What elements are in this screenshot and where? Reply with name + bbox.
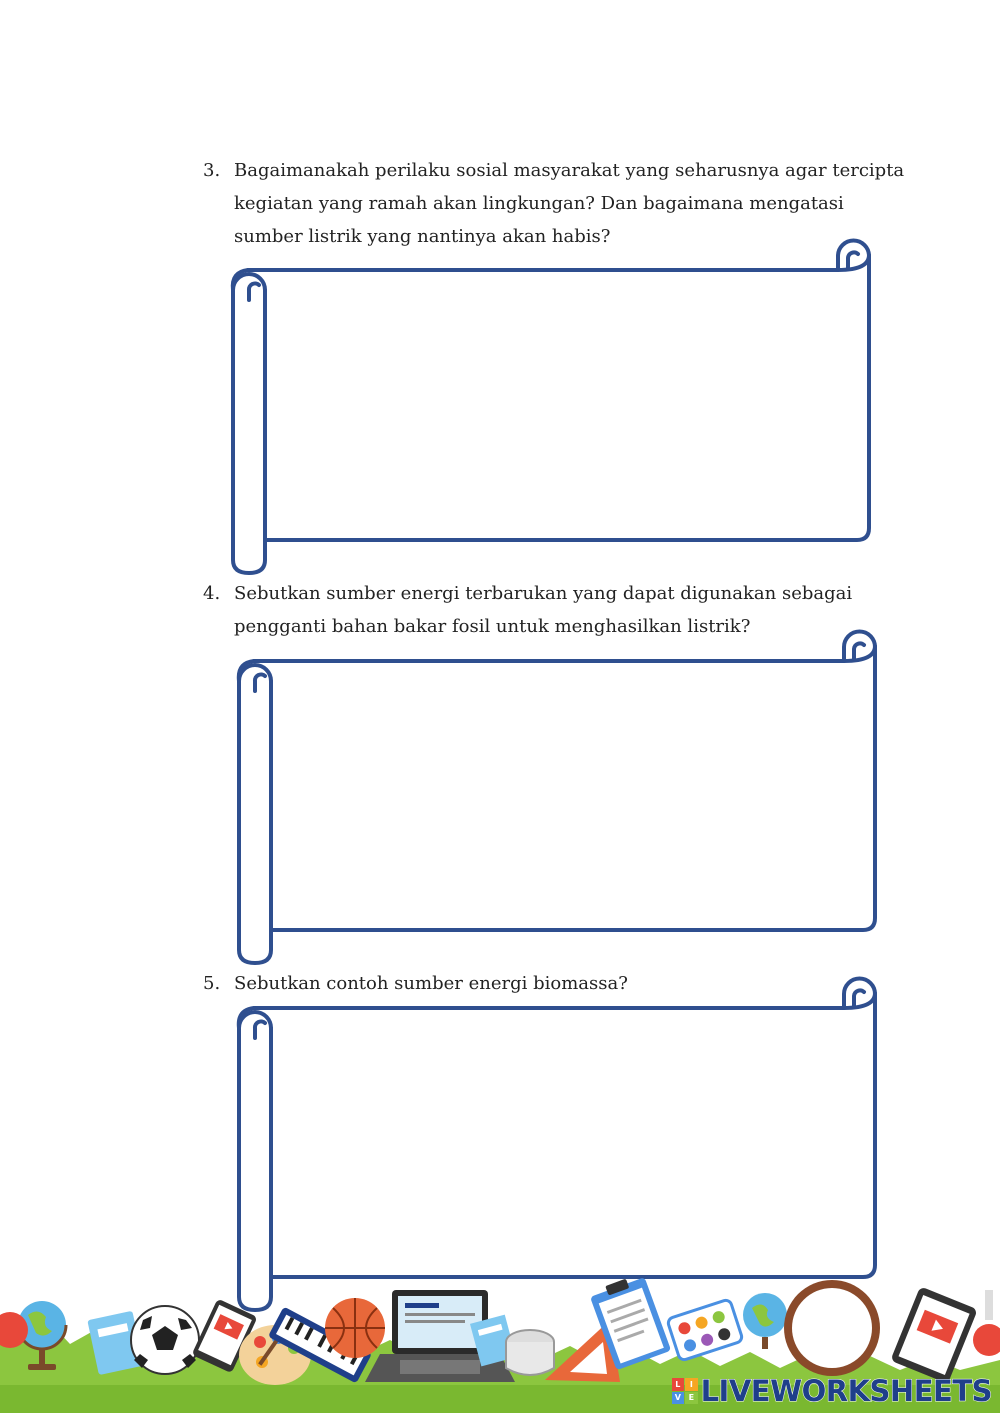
drum-icon <box>506 1330 554 1375</box>
basketball-icon <box>325 1298 385 1358</box>
logo-badge: L I V E <box>672 1378 698 1404</box>
logo-wordmark: LIVEWORKSHEETS <box>700 1374 992 1408</box>
question-number: 3. <box>203 160 221 181</box>
question-number: 5. <box>203 973 221 994</box>
paint-set-icon <box>667 1299 743 1361</box>
tambourine-icon <box>784 1280 880 1376</box>
question-line: Bagaimanakah perilaku sosial masyarakat yang seharusnya agar tercipta <box>234 160 905 181</box>
soccer-ball-icon <box>131 1306 199 1374</box>
question-line: sumber listrik yang nantinya akan habis? <box>234 226 611 247</box>
question-line: kegiatan yang ramah akan lingkungan? Dan bagaimana mengatasi <box>234 193 844 214</box>
question-line: Sebutkan sumber energi terbarukan yang dapat digunakan sebagai <box>234 583 853 604</box>
question-line: Sebutkan contoh sumber energi biomassa? <box>234 973 628 994</box>
question-line: pengganti bahan bakar fosil untuk menghasilkan listrik? <box>234 616 751 637</box>
flask-icon <box>973 1290 1000 1356</box>
answer-field-5[interactable] <box>278 1016 882 1286</box>
globe-icon <box>743 1293 787 1349</box>
liveworksheets-logo[interactable] <box>672 1375 992 1407</box>
question-number: 4. <box>203 583 221 604</box>
